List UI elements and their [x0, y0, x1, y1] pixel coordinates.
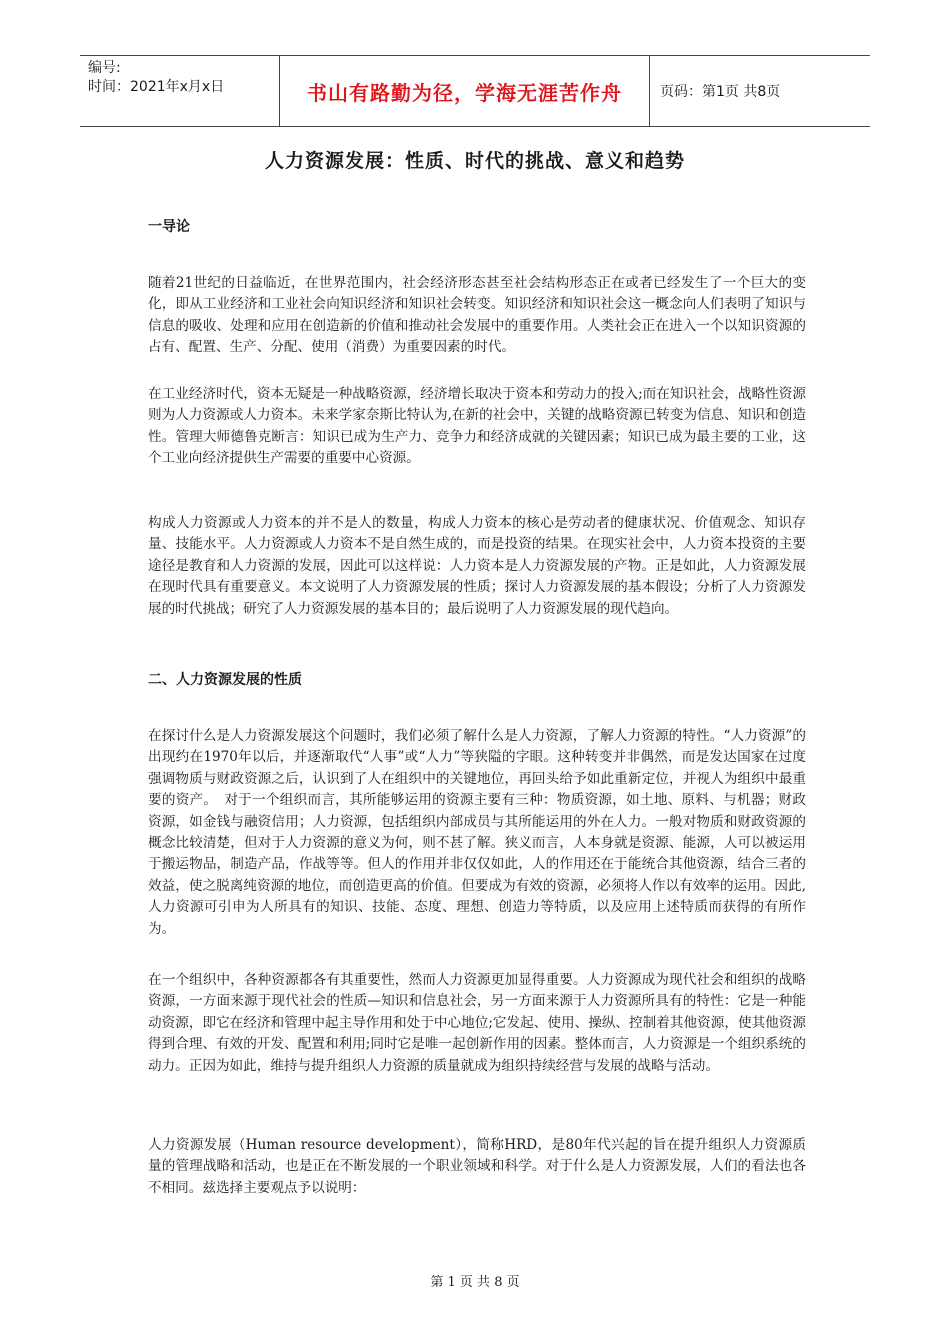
header-page-code-cell [650, 56, 870, 126]
date-label: 时间：2021年x月x日 [88, 79, 225, 95]
header-motto: 书山有路勤为径，学海无涯苦作舟 [307, 80, 622, 105]
header-meta [80, 56, 280, 126]
nature-paragraph-2: 在一个组织中，各种资源都各有其重要性，然而人力资源更加显得重要。人力资源成为现代社会和组织的战略资源，一方面来源于现代社会的性质—知识和信息社会，另一方面来源于人力资源所具有的特性：它是一种能动资源，即它在经济和管理中起主导作用和处于中心地位;它发起、使用、操纵、控制着其他资源，使其他资源得到合理、有效的开发、配置和利用;同时它是唯一起创新作用的因素。整体而言，人力资源是一个组织系统的动力。正因为如此，维持与提升组织人力资源的质量就成为组织持续经营与发展的战略与活动。 [148, 972, 806, 1074]
page-header [80, 55, 870, 127]
intro-paragraph-2: 在工业经济时代，资本无疑是一种战略资源，经济增长取决于资本和劳动力的投入;而在知识社会，战略性资源则为人力资源或人力资本。未来学家奈斯比特认为,在新的社会中，关键的战略资源已转变为信息、知识和创造性。管理大师德鲁克断言：知识已成为生产力、竞争力和经济成就的关键因素；知识已成为最主要的工业，这个工业向经济提供生产需要的重要中心资源。 [148, 386, 806, 467]
page-footer: 第 1 页 共 8 页 [430, 1275, 520, 1290]
intro-paragraph-1: 随着21世纪的日益临近，在世界范围内，社会经济形态甚至社会结构形态正在或者已经发生了一个巨大的变化，即从工业经济和工业社会向知识经济和知识社会转变。知识经济和知识社会这一概念向人们表明了知识与信息的吸收、处理和应用在创造新的价值和推动社会发展中的重要作用。人类社会正在进入一个以知识资源的占有、配置、生产、分配、使用（消费）为重要因素的时代。 [148, 275, 806, 356]
nature-paragraph-1: 在探讨什么是人力资源发展这个问题时，我们必须了解什么是人力资源，了解人力资源的特性。“人力资源”的出现约在1970年以后，并逐渐取代“人事”或“人力”等狭隘的字眼。这种转变并非偶然，而是发达国家在过度强调物质与财政资源之后，认识到了人在组织中的关键地位，再回头给予如此重新定位，并视人为组织中最重要的资产。 对于一个组织而言，其所能够运用的资源主要有三种：物质资源，如土地、原料、与机器；财政资源，如金钱与融资信用；人力资源，包括组织内部成员与其所能运用的外在人力。一般对物质和财政资源的概念比较清楚，但对于人力资源的意义为何，则不甚了解。狭义而言，人本身就是资源、能源，人可以被运用于搬运物品，制造产品，作战等等。但人的作用并非仅仅如此，人的作用还在于能统合其他资源，结合三者的效益，使之脱离纯资源的地位，而创造更高的价值。但要成为有效的资源，必须将人作以有效率的运用。因此,人力资源可引申为人所具有的知识、技能、态度、理想、创造力等特质，以及应用上述特质而获得的有所作为。 [148, 728, 806, 937]
header-page-code: 页码：第1页 共8页 [660, 84, 781, 100]
nature-paragraph-3: 人力资源发展（Human resource development），简称HRD，是80年代兴起的旨在提升组织人力资源质量的管理战略和活动，也是正在不断发展的一个职业领域和科学。对于什么是人力资源发展，人们的看法也各不相同。兹选择主要观点予以说明： [148, 1137, 806, 1196]
intro-paragraph-3: 构成人力资源或人力资本的并不是人的数量，构成人力资本的核心是劳动者的健康状况、价值观念、知识存量、技能水平。人力资源或人力资本不是自然生成的，而是投资的结果。在现实社会中，人力资本投资的主要途径是教育和人力资源的发展，因此可以这样说：人力资本是人力资源发展的产物。正是如此，人力资源发展在现时代具有重要意义。本文说明了人力资源发展的性质；探讨人力资源发展的基本假设；分析了人力资源发展的时代挑战；研究了人力资源发展的基本目的；最后说明了人力资源发展的现代趋向。 [148, 515, 806, 617]
header-motto-cell [280, 56, 650, 126]
section-heading-nature: 二、人力资源发展的性质 [148, 672, 302, 688]
serial-label: 编号: [88, 60, 121, 76]
document-title: 人力资源发展：性质、时代的挑战、意义和趋势 [264, 150, 685, 172]
section-heading-intro: 一导论 [148, 219, 190, 235]
